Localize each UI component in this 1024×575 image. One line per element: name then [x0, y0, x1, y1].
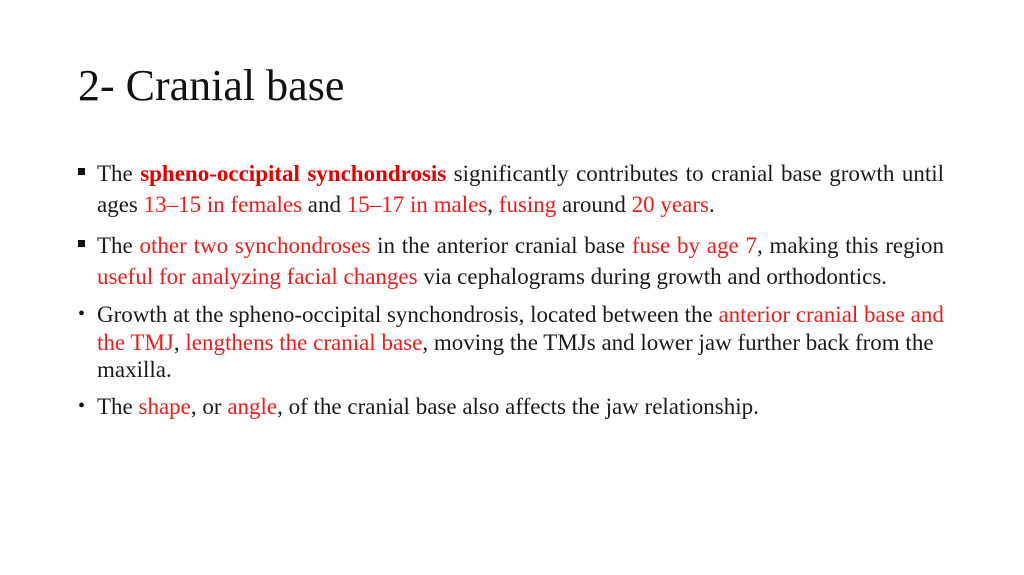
square-bullet-icon	[78, 168, 85, 175]
bullet-1-seg-11: .	[708, 192, 715, 217]
bullet-1-seg-7: ,	[487, 192, 499, 217]
bullet-item-1	[78, 158, 944, 220]
slide-title: 2- Cranial base	[78, 61, 345, 110]
square-bullet-icon	[78, 240, 85, 247]
round-bullet-icon: •	[78, 303, 86, 325]
bullet-4-seg-1: The	[97, 393, 139, 419]
bullet-1-highlight-20-years: 20 years	[631, 192, 709, 217]
bullet-2-highlight-other-synchondroses: other two synchondroses	[139, 233, 371, 258]
bullet-4-highlight-angle: angle	[227, 393, 278, 419]
bullet-4-seg-5: , of the cranial base also affects the jaw relationship.	[277, 393, 759, 419]
bullet-2-highlight-fuse-by-age: fuse by age 7	[631, 233, 757, 258]
bullet-3-highlight-lengthens: lengthens the cranial base	[185, 329, 423, 355]
bullet-1-seg-1: The	[97, 161, 141, 186]
bullet-2-seg-5: , making this region	[756, 233, 945, 258]
bullet-item-2	[78, 230, 944, 292]
bullet-1-highlight-fusing: fusing	[498, 192, 557, 217]
bullet-1-seg-3: significantly contributes to cranial base growth until ages	[97, 161, 945, 217]
round-bullet-icon: •	[78, 394, 86, 417]
bullet-1-seg-9: around	[556, 192, 632, 217]
bullet-1-highlight-females: 13–15 in females	[143, 192, 303, 217]
bullet-2-seg-1: The	[97, 233, 140, 258]
bullet-1-seg-5: and	[302, 192, 347, 217]
bullet-1-highlight-males: 15–17 in males	[346, 192, 488, 217]
bullet-list	[78, 158, 944, 420]
bullet-4-seg-3: , or	[190, 393, 228, 419]
bullet-1-highlight-spheno-occipital: spheno-occipital synchondrosis	[140, 161, 447, 186]
bullet-2-seg-7: via cephalograms during growth and orthodontics.	[417, 264, 888, 289]
bullet-3-seg-3: ,	[173, 329, 186, 355]
bullet-2-seg-3: in the anterior cranial base	[370, 233, 632, 258]
bullet-item-4	[78, 393, 944, 421]
bullet-4-highlight-shape: shape	[138, 393, 191, 419]
bullet-2-highlight-useful: useful for analyzing facial changes	[97, 264, 418, 289]
bullet-3-seg-1: Growth at the spheno-occipital synchondrosis, located between the	[97, 302, 719, 327]
bullet-item-3	[78, 301, 944, 384]
bullet-3-seg-5: , moving the TMJs and lower jaw further back from the maxilla.	[97, 329, 934, 382]
bullet-3-highlight-anterior-tmj: anterior cranial base and the TMJ	[97, 302, 944, 355]
